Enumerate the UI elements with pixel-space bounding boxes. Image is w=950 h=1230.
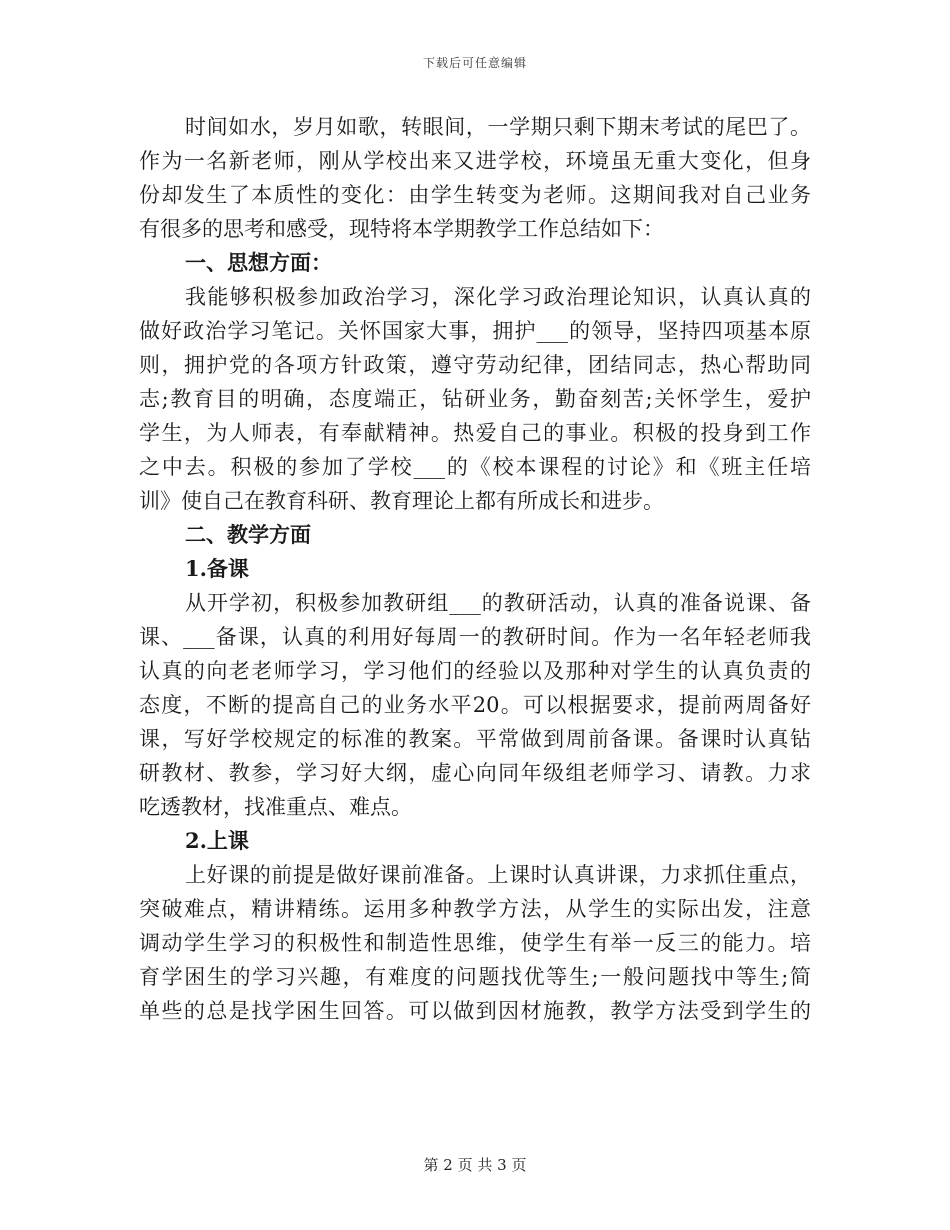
section-heading: 一、思想方面： [185, 250, 332, 275]
paragraph-line: 做好政治学习笔记。关怀国家大事，拥护___的领导，坚持四项基本原 [139, 319, 811, 343]
paragraph-line: 课、___备课，认真的利用好每周一的教研时间。作为一名年轻老师我 [139, 625, 811, 649]
paragraph-line: 课，写好学校规定的标准的教案。平常做到周前备课。备课时认真钻 [139, 727, 811, 751]
paragraph-line: 认真的向老老师学习，学习他们的经验以及那种对学生的认真负责的 [139, 659, 811, 683]
paragraph-line: 研教材、教参，学习好大纲，虚心向同年级组老师学习、请教。力求 [139, 761, 811, 785]
paragraph-line: 作为一名新老师，刚从学校出来又进学校，环境虽无重大变化，但身 [139, 149, 811, 173]
paragraph-line: 有很多的思考和感受，现特将本学期教学工作总结如下： [139, 217, 664, 241]
paragraph-line: 我能够积极参加政治学习，深化学习政治理论知识，认真认真的 [185, 285, 811, 309]
paragraph-line: 单些的总是找学困生回答。可以做到因材施教，教学方法受到学生的 [139, 999, 811, 1023]
section-heading: 二、教学方面 [185, 522, 311, 547]
page-number: 第 2 页 共 3 页 [423, 1156, 527, 1174]
paragraph-line: 学生，为人师表，有奉献精神。热爱自己的事业。积极的投身到工作 [139, 421, 811, 445]
paragraph-line: 突破难点，精讲精练。运用多种教学方法，从学生的实际出发，注意 [139, 897, 811, 921]
section-heading: 2.上课 [185, 828, 249, 853]
page-header: 下载后可任意编辑 [422, 56, 527, 70]
paragraph-line: 态度，不断的提高自己的业务水平20。可以根据要求，提前两周备好 [139, 693, 811, 717]
paragraph-line: 训》使自己在教育科研、教育理论上都有所成长和进步。 [139, 489, 664, 513]
paragraph-line: 调动学生学习的积极性和制造性思维，使学生有举一反三的能力。培 [139, 931, 811, 955]
paragraph-line: 份却发生了本质性的变化：由学生转变为老师。这期间我对自己业务 [139, 183, 811, 207]
paragraph-line: 志;教育目的明确，态度端正，钻研业务，勤奋刻苦;关怀学生，爱护 [139, 387, 811, 411]
document-body [139, 110, 811, 1028]
paragraph-line: 之中去。积极的参加了学校___的《校本课程的讨论》和《班主任培 [139, 455, 811, 479]
paragraph-line: 育学困生的学习兴趣，有难度的问题找优等生;一般问题找中等生;简 [139, 965, 811, 989]
paragraph-line: 时间如水，岁月如歌，转眼间，一学期只剩下期末考试的尾巴了。 [185, 115, 811, 139]
paragraph-line: 上好课的前提是做好课前准备。上课时认真讲课，力求抓住重点， [185, 863, 811, 887]
section-heading: 1.备课 [185, 556, 249, 581]
paragraph-line: 吃透教材，找准重点、难点。 [139, 795, 412, 819]
paragraph-line: 则，拥护党的各项方针政策，遵守劳动纪律，团结同志，热心帮助同 [139, 353, 811, 377]
paragraph-line: 从开学初，积极参加教研组___的教研活动，认真的准备说课、备 [185, 591, 811, 615]
